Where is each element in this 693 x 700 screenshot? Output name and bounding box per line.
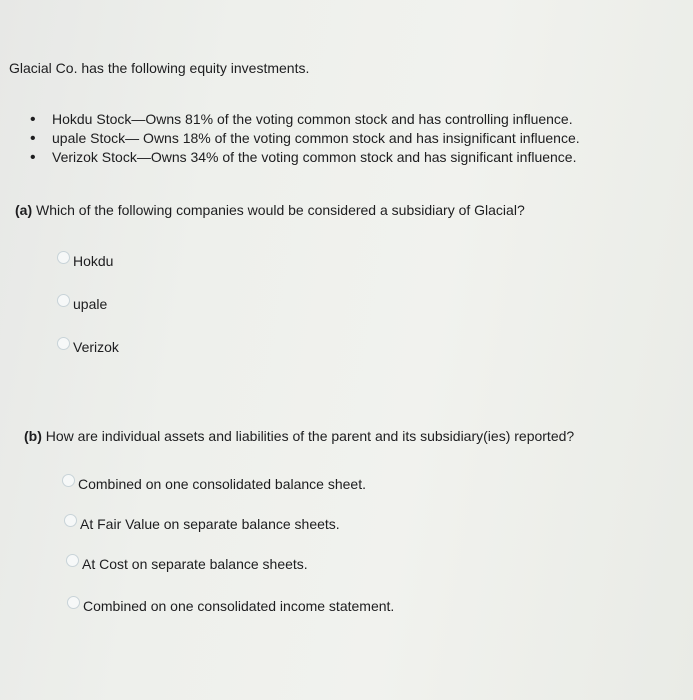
radio-button[interactable] xyxy=(57,294,70,307)
option-upale[interactable] xyxy=(57,296,107,312)
question-a-tag: (a) xyxy=(15,202,33,218)
question-b-text: How are individual assets and liabilities of the parent and its subsidiary(ies) reported? xyxy=(45,428,575,444)
option-label: Hokdu xyxy=(73,253,114,269)
radio-button[interactable] xyxy=(67,596,80,609)
option-verizok[interactable] xyxy=(57,339,119,355)
option-label: Combined on one consolidated income statement. xyxy=(83,598,395,614)
intro-text: Glacial Co. has the following equity investments. xyxy=(9,60,310,76)
radio-button[interactable] xyxy=(66,554,79,567)
radio-button[interactable] xyxy=(57,337,70,350)
radio-button[interactable] xyxy=(57,251,70,264)
option-at-cost[interactable] xyxy=(66,556,308,572)
option-label: upale xyxy=(73,296,108,312)
question-a-text: Which of the following companies would be considered a subsidiary of Glacial? xyxy=(36,202,525,218)
list-item: • Verizok Stock—Owns 34% of the voting common stock and has significant influence. xyxy=(30,148,580,167)
radio-button[interactable] xyxy=(64,514,77,527)
option-hokdu[interactable] xyxy=(57,253,113,269)
option-consolidated-income-statement[interactable] xyxy=(67,598,394,614)
investment-list xyxy=(30,110,580,167)
option-label: Verizok xyxy=(73,339,119,355)
list-item: • Hokdu Stock—Owns 81% of the voting common stock and has controlling influence. xyxy=(30,110,580,129)
option-fair-value[interactable] xyxy=(64,516,340,532)
option-label: Combined on one consolidated balance sheet. xyxy=(78,476,366,492)
question-a xyxy=(15,202,525,218)
option-label: At Cost on separate balance sheets. xyxy=(82,556,308,572)
question-b-tag: (b) xyxy=(24,428,42,444)
radio-button[interactable] xyxy=(62,474,75,487)
option-label: At Fair Value on separate balance sheets. xyxy=(80,516,340,532)
list-item: • upale Stock— Owns 18% of the voting common stock and has insignificant influence. xyxy=(30,129,580,148)
option-consolidated-balance-sheet[interactable] xyxy=(62,476,366,492)
question-b xyxy=(24,428,574,444)
